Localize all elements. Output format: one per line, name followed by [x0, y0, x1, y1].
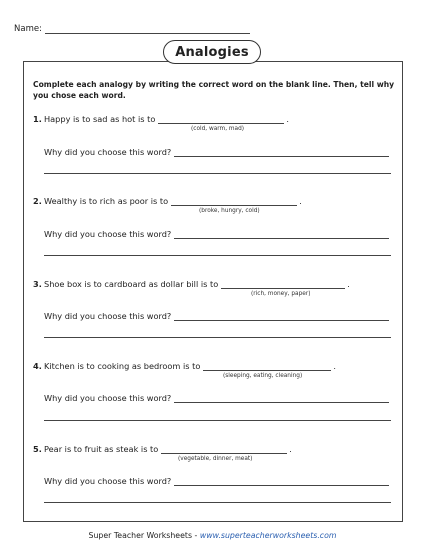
question-text: Happy is to sad as hot is to — [44, 114, 156, 124]
question-4 — [33, 361, 393, 403]
footer — [0, 531, 425, 540]
explanation-line[interactable] — [44, 173, 391, 174]
question-text: Wealthy is to rich as poor is to — [44, 196, 169, 206]
answer-blank[interactable] — [161, 444, 287, 454]
question-number: 4. — [33, 361, 42, 371]
answer-choices: (vegetable, dinner, meat) — [178, 456, 253, 462]
question-period: . — [347, 279, 350, 289]
question-5 — [33, 444, 393, 486]
question-number: 2. — [33, 196, 42, 206]
answer-blank[interactable] — [221, 279, 345, 289]
why-row — [44, 393, 389, 403]
question-number: 5. — [33, 444, 42, 454]
why-blank[interactable] — [174, 476, 389, 486]
question-period: . — [286, 114, 289, 124]
question-text: Kitchen is to cooking as bedroom is to — [44, 361, 201, 371]
why-prompt: Why did you choose this word? — [44, 311, 172, 321]
name-label: Name: — [14, 24, 42, 34]
answer-blank[interactable] — [158, 114, 284, 124]
footer-separator: - — [192, 531, 200, 540]
explanation-line[interactable] — [44, 420, 391, 421]
answer-blank[interactable] — [203, 361, 331, 371]
why-prompt: Why did you choose this word? — [44, 393, 172, 403]
answer-blank[interactable] — [171, 196, 297, 206]
question-text: Pear is to fruit as steak is to — [44, 444, 159, 454]
question-text: Shoe box is to cardboard as dollar bill is to — [44, 279, 219, 289]
question-period: . — [333, 361, 336, 371]
footer-brand: Super Teacher Worksheets — [88, 531, 193, 540]
why-prompt: Why did you choose this word? — [44, 229, 172, 239]
explanation-line[interactable] — [44, 255, 391, 256]
question-number: 3. — [33, 279, 42, 289]
question-2 — [33, 196, 393, 239]
why-row — [44, 229, 389, 239]
question-1 — [33, 114, 393, 157]
question-number: 1. — [33, 114, 42, 124]
worksheet-title: Analogies — [163, 40, 261, 64]
why-blank[interactable] — [174, 229, 389, 239]
why-row — [44, 311, 389, 321]
why-prompt: Why did you choose this word? — [44, 147, 172, 157]
why-row — [44, 476, 389, 486]
answer-choices: (cold, warm, mad) — [191, 126, 245, 132]
name-field[interactable] — [45, 25, 250, 34]
footer-link[interactable]: www.superteacherworksheets.com — [199, 531, 337, 540]
question-period: . — [299, 196, 302, 206]
why-prompt: Why did you choose this word? — [44, 476, 172, 486]
explanation-line[interactable] — [44, 502, 391, 503]
name-row — [14, 24, 250, 34]
why-row — [44, 147, 389, 157]
explanation-line[interactable] — [44, 337, 391, 338]
why-blank[interactable] — [174, 393, 389, 403]
answer-choices: (broke, hungry, cold) — [199, 208, 260, 214]
question-period: . — [289, 444, 292, 454]
why-blank[interactable] — [174, 311, 389, 321]
instructions: Complete each analogy by writing the correct word on the blank line. Then, tell why you chose each word. — [33, 80, 395, 100]
why-blank[interactable] — [174, 147, 389, 157]
answer-choices: (rich, money, paper) — [251, 291, 311, 297]
question-3 — [33, 279, 393, 321]
answer-choices: (sleeping, eating, cleaning) — [223, 373, 303, 379]
